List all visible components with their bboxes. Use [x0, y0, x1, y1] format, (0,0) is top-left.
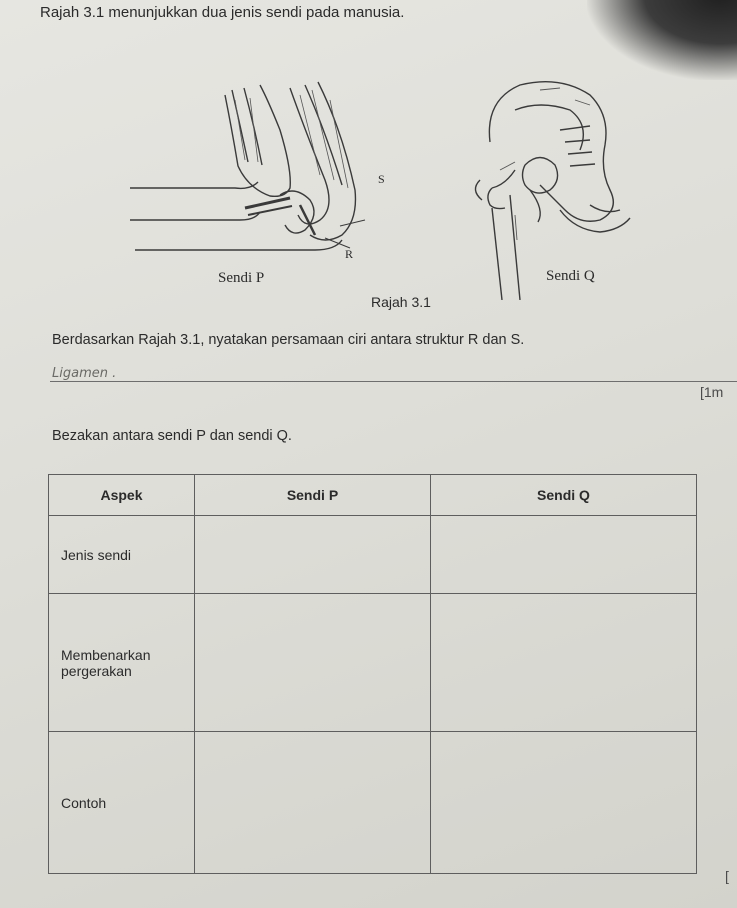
answer-cell[interactable] — [431, 516, 697, 594]
joint-figure — [120, 70, 640, 300]
caption-sendi-q: Sendi Q — [546, 268, 595, 284]
answer-cell[interactable] — [195, 594, 431, 732]
hinge-joint-illustration — [130, 82, 365, 250]
header-sendi-p: Sendi P — [195, 475, 431, 516]
label-s: S — [378, 172, 385, 186]
figure-caption: Rajah 3.1 — [371, 294, 431, 310]
mark-label-2: [ — [725, 868, 729, 884]
caption-sendi-p: Sendi P — [218, 270, 265, 286]
corner-shadow — [587, 0, 737, 80]
label-r: R — [345, 247, 354, 261]
mark-label-1: [1m — [700, 384, 724, 400]
answer-cell[interactable] — [195, 732, 431, 874]
table-row — [49, 516, 697, 594]
comparison-table — [48, 474, 697, 874]
handwritten-answer: Ligamen . — [52, 366, 117, 381]
answer-cell[interactable] — [195, 516, 431, 594]
table-row — [49, 594, 697, 732]
row-label-pergerakan: Membenarkan pergerakan — [49, 594, 195, 732]
question-2: Bezakan antara sendi P dan sendi Q. — [52, 428, 292, 444]
question-intro: Rajah 3.1 menunjukkan dua jenis sendi pada manusia. — [40, 4, 405, 21]
row-label-contoh: Contoh — [49, 732, 195, 874]
table-header-row — [49, 475, 697, 516]
answer-cell[interactable] — [431, 594, 697, 732]
answer-cell[interactable] — [431, 732, 697, 874]
table-row — [49, 732, 697, 874]
question-1: Berdasarkan Rajah 3.1, nyatakan persamaan ciri antara struktur R dan S. — [52, 332, 525, 348]
row-label-jenis-sendi: Jenis sendi — [49, 516, 195, 594]
answer-line — [50, 381, 737, 382]
header-sendi-q: Sendi Q — [431, 475, 697, 516]
header-aspek: Aspek — [49, 475, 195, 516]
